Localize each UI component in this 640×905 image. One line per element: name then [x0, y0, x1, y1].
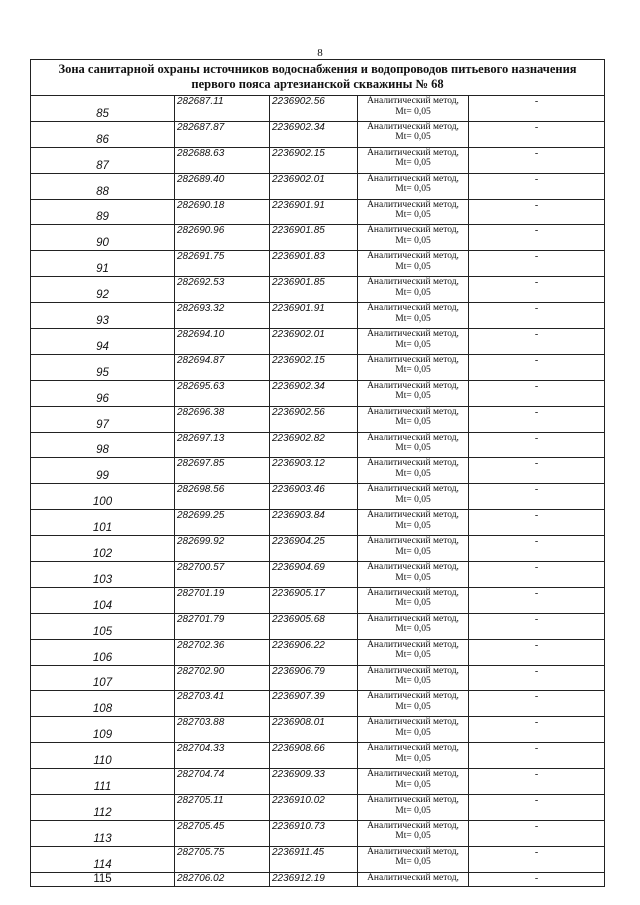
error-cell: - — [469, 510, 605, 536]
table-row — [31, 510, 605, 536]
method-text: Аналитический метод, — [367, 613, 459, 624]
method-cell — [358, 432, 469, 458]
method-cell — [358, 303, 469, 329]
coordinate-x: 282699.25 — [175, 510, 270, 536]
method-cell — [358, 613, 469, 639]
method-cell — [358, 717, 469, 743]
coordinate-x: 282687.87 — [175, 121, 270, 147]
table-row — [31, 225, 605, 251]
method-cell — [358, 536, 469, 562]
error-cell: - — [469, 872, 605, 886]
coordinate-y: 2236903.84 — [270, 510, 358, 536]
error-cell: - — [469, 795, 605, 821]
coordinate-y: 2236905.68 — [270, 613, 358, 639]
coordinate-y: 2236910.73 — [270, 820, 358, 846]
table-row — [31, 665, 605, 691]
coordinate-x: 282697.85 — [175, 458, 270, 484]
table-row — [31, 691, 605, 717]
method-text: Аналитический метод, — [367, 484, 459, 495]
table-row — [31, 587, 605, 613]
method-text: Аналитический метод, — [367, 691, 459, 702]
coordinate-x: 282695.63 — [175, 380, 270, 406]
accuracy-text: Mt= 0,05 — [395, 261, 431, 272]
method-text: Аналитический метод, — [367, 665, 459, 676]
coordinate-y: 2236908.01 — [270, 717, 358, 743]
accuracy-text: Mt= 0,05 — [395, 727, 431, 738]
coordinate-x: 282700.57 — [175, 562, 270, 588]
method-cell — [358, 510, 469, 536]
accuracy-text: Mt= 0,05 — [395, 106, 431, 117]
coordinate-y: 2236907.39 — [270, 691, 358, 717]
coordinate-x: 282694.87 — [175, 354, 270, 380]
error-cell: - — [469, 484, 605, 510]
table-row — [31, 872, 605, 886]
method-text: Аналитический метод, — [367, 846, 459, 857]
method-text: Аналитический метод, — [367, 329, 459, 340]
point-number: 93 — [31, 303, 175, 329]
method-cell — [358, 121, 469, 147]
coordinate-x: 282704.74 — [175, 769, 270, 795]
table-body — [31, 60, 605, 887]
point-number: 90 — [31, 225, 175, 251]
coordinate-y: 2236904.25 — [270, 536, 358, 562]
method-text: Аналитический метод, — [367, 536, 459, 547]
coordinate-x: 282703.41 — [175, 691, 270, 717]
coordinate-x: 282687.11 — [175, 96, 270, 122]
method-cell — [358, 251, 469, 277]
error-cell: - — [469, 406, 605, 432]
error-cell: - — [469, 717, 605, 743]
method-cell — [358, 225, 469, 251]
method-text: Аналитический метод, — [367, 769, 459, 780]
coordinate-x: 282689.40 — [175, 173, 270, 199]
coordinate-x: 282699.92 — [175, 536, 270, 562]
method-text: Аналитический метод, — [367, 820, 459, 831]
accuracy-text: Mt= 0,05 — [395, 805, 431, 816]
method-cell — [358, 795, 469, 821]
method-text: Аналитический метод, — [367, 380, 459, 391]
coordinate-x: 282705.75 — [175, 846, 270, 872]
method-cell — [358, 147, 469, 173]
table-row — [31, 458, 605, 484]
point-number: 91 — [31, 251, 175, 277]
method-cell — [358, 743, 469, 769]
coordinate-y: 2236905.17 — [270, 587, 358, 613]
accuracy-text: Mt= 0,05 — [395, 468, 431, 479]
method-cell — [358, 587, 469, 613]
error-cell: - — [469, 820, 605, 846]
method-text: Аналитический метод, — [367, 743, 459, 754]
point-number: 115 — [31, 872, 175, 886]
error-cell: - — [469, 380, 605, 406]
method-cell — [358, 277, 469, 303]
table-row — [31, 820, 605, 846]
error-cell: - — [469, 251, 605, 277]
table-row — [31, 406, 605, 432]
method-text: Аналитический метод, — [367, 587, 459, 598]
coordinate-y: 2236902.15 — [270, 354, 358, 380]
page-number: 8 — [317, 47, 323, 59]
table-row — [31, 354, 605, 380]
accuracy-text: Mt= 0,05 — [395, 572, 431, 583]
coordinate-x: 282705.45 — [175, 820, 270, 846]
coordinate-y: 2236912.19 — [270, 872, 358, 886]
error-cell: - — [469, 769, 605, 795]
point-number: 92 — [31, 277, 175, 303]
method-cell — [358, 665, 469, 691]
coordinate-y: 2236901.85 — [270, 225, 358, 251]
table-title-line-1: Зона санитарной охраны источников водоснабжения и водопроводов питьевого назначения — [58, 62, 577, 76]
table-row — [31, 769, 605, 795]
coordinate-x: 282694.10 — [175, 329, 270, 355]
method-cell — [358, 199, 469, 225]
accuracy-text: Mt= 0,05 — [395, 831, 431, 842]
accuracy-text: Mt= 0,05 — [395, 443, 431, 454]
table-row — [31, 484, 605, 510]
coordinate-y: 2236902.34 — [270, 380, 358, 406]
coordinate-y: 2236902.34 — [270, 121, 358, 147]
method-text: Аналитический метод, — [367, 432, 459, 443]
table-row — [31, 846, 605, 872]
accuracy-text: Mt= 0,05 — [395, 365, 431, 376]
method-text: Аналитический метод, — [367, 121, 459, 132]
coordinate-y: 2236901.83 — [270, 251, 358, 277]
error-cell: - — [469, 303, 605, 329]
accuracy-text: Mt= 0,05 — [395, 417, 431, 428]
accuracy-text: Mt= 0,05 — [395, 210, 431, 221]
accuracy-text: Mt= 0,05 — [395, 624, 431, 635]
accuracy-text: Mt= 0,05 — [395, 857, 431, 868]
accuracy-text: Mt= 0,05 — [395, 753, 431, 764]
error-cell: - — [469, 587, 605, 613]
error-cell: - — [469, 329, 605, 355]
point-number: 89 — [31, 199, 175, 225]
point-number: 112 — [31, 795, 175, 821]
error-cell: - — [469, 613, 605, 639]
accuracy-text: Mt= 0,05 — [395, 779, 431, 790]
method-text: Аналитический метод, — [367, 639, 459, 650]
point-number: 95 — [31, 354, 175, 380]
coordinate-x: 282693.32 — [175, 303, 270, 329]
point-number: 100 — [31, 484, 175, 510]
method-cell — [358, 639, 469, 665]
error-cell: - — [469, 173, 605, 199]
coordinate-x: 282691.75 — [175, 251, 270, 277]
coordinate-y: 2236902.01 — [270, 329, 358, 355]
method-cell — [358, 769, 469, 795]
table-row — [31, 536, 605, 562]
point-number: 97 — [31, 406, 175, 432]
table-row — [31, 380, 605, 406]
method-text: Аналитический метод, — [367, 277, 459, 288]
coordinate-y: 2236909.33 — [270, 769, 358, 795]
coordinate-y: 2236902.56 — [270, 406, 358, 432]
method-text: Аналитический метод, — [367, 147, 459, 158]
method-cell — [358, 484, 469, 510]
method-cell — [358, 329, 469, 355]
method-text: Аналитический метод, — [367, 510, 459, 521]
method-cell — [358, 562, 469, 588]
method-text: Аналитический метод, — [367, 96, 459, 106]
point-number: 86 — [31, 121, 175, 147]
method-text: Аналитический метод, — [367, 562, 459, 573]
coordinate-x: 282690.96 — [175, 225, 270, 251]
method-cell — [358, 846, 469, 872]
coordinate-y: 2236901.91 — [270, 303, 358, 329]
point-number: 99 — [31, 458, 175, 484]
coordinate-x: 282706.02 — [175, 872, 270, 886]
method-text: Аналитический метод, — [367, 225, 459, 236]
table-row — [31, 303, 605, 329]
error-cell: - — [469, 639, 605, 665]
method-cell — [358, 691, 469, 717]
point-number: 96 — [31, 380, 175, 406]
coordinate-x: 282702.90 — [175, 665, 270, 691]
coordinate-x: 282702.36 — [175, 639, 270, 665]
error-cell: - — [469, 121, 605, 147]
coordinate-y: 2236901.91 — [270, 199, 358, 225]
coordinate-y: 2236902.15 — [270, 147, 358, 173]
accuracy-text: Mt= 0,05 — [395, 520, 431, 531]
coordinate-y: 2236901.85 — [270, 277, 358, 303]
point-number: 110 — [31, 743, 175, 769]
method-cell — [358, 458, 469, 484]
accuracy-text: Mt= 0,05 — [395, 650, 431, 661]
table-row — [31, 277, 605, 303]
table-title-row — [31, 60, 605, 96]
accuracy-text: Mt= 0,05 — [395, 391, 431, 402]
error-cell: - — [469, 536, 605, 562]
error-cell: - — [469, 846, 605, 872]
error-cell: - — [469, 665, 605, 691]
coordinate-x: 282698.56 — [175, 484, 270, 510]
method-cell — [358, 173, 469, 199]
coordinate-y: 2236904.69 — [270, 562, 358, 588]
method-text: Аналитический метод, — [367, 795, 459, 806]
coordinate-y: 2236903.12 — [270, 458, 358, 484]
coordinate-x: 282704.33 — [175, 743, 270, 769]
method-text: Аналитический метод, — [367, 251, 459, 262]
method-text: Аналитический метод, — [367, 406, 459, 417]
method-text: Аналитический метод, — [367, 717, 459, 728]
accuracy-text: Mt= 0,05 — [395, 313, 431, 324]
error-cell: - — [469, 199, 605, 225]
table-row — [31, 639, 605, 665]
method-text: Аналитический метод, — [367, 303, 459, 314]
error-cell: - — [469, 147, 605, 173]
point-number: 87 — [31, 147, 175, 173]
error-cell: - — [469, 458, 605, 484]
method-text: Аналитический метод, — [367, 173, 459, 184]
error-cell: - — [469, 277, 605, 303]
table-row — [31, 795, 605, 821]
method-cell — [358, 96, 469, 122]
method-text: Аналитический метод, — [367, 354, 459, 365]
table-row — [31, 251, 605, 277]
error-cell: - — [469, 562, 605, 588]
accuracy-text: Mt= 0,05 — [395, 339, 431, 350]
point-number: 94 — [31, 329, 175, 355]
coordinate-y: 2236911.45 — [270, 846, 358, 872]
coordinate-x: 282703.88 — [175, 717, 270, 743]
point-number: 109 — [31, 717, 175, 743]
point-number: 111 — [31, 769, 175, 795]
accuracy-text: Mt= 0,05 — [395, 132, 431, 143]
coordinate-x: 282697.13 — [175, 432, 270, 458]
coordinate-x: 282688.63 — [175, 147, 270, 173]
coordinate-y: 2236910.02 — [270, 795, 358, 821]
coordinate-y: 2236906.22 — [270, 639, 358, 665]
error-cell: - — [469, 743, 605, 769]
accuracy-text: Mt= 0,05 — [395, 494, 431, 505]
coordinate-x: 282701.19 — [175, 587, 270, 613]
coordinate-y: 2236902.01 — [270, 173, 358, 199]
point-number: 114 — [31, 846, 175, 872]
accuracy-text: Mt= 0,05 — [395, 701, 431, 712]
table-row — [31, 173, 605, 199]
accuracy-text: Mt= 0,05 — [395, 287, 431, 298]
accuracy-text: Mt= 0,05 — [395, 676, 431, 687]
accuracy-text: Mt= 0,05 — [395, 598, 431, 609]
coordinate-x: 282690.18 — [175, 199, 270, 225]
coordinate-y: 2236908.66 — [270, 743, 358, 769]
accuracy-text: Mt= 0,05 — [395, 546, 431, 557]
point-number: 104 — [31, 587, 175, 613]
table-title-line-2: первого пояса артезианской скважины № 68 — [191, 77, 444, 91]
coordinates-table — [30, 59, 605, 887]
point-number: 103 — [31, 562, 175, 588]
method-cell — [358, 380, 469, 406]
method-cell — [358, 406, 469, 432]
table-row — [31, 613, 605, 639]
coordinate-x: 282692.53 — [175, 277, 270, 303]
point-number: 101 — [31, 510, 175, 536]
coordinate-x: 282696.38 — [175, 406, 270, 432]
coordinate-y: 2236903.46 — [270, 484, 358, 510]
point-number: 88 — [31, 173, 175, 199]
point-number: 113 — [31, 820, 175, 846]
point-number: 85 — [31, 96, 175, 122]
coordinate-y: 2236902.56 — [270, 96, 358, 122]
error-cell: - — [469, 354, 605, 380]
coordinate-x: 282701.79 — [175, 613, 270, 639]
table-row — [31, 432, 605, 458]
error-cell: - — [469, 691, 605, 717]
method-text: Аналитический метод, — [367, 458, 459, 469]
table-row — [31, 96, 605, 122]
method-cell — [358, 354, 469, 380]
coordinate-y: 2236902.82 — [270, 432, 358, 458]
table-row — [31, 329, 605, 355]
accuracy-text: Mt= 0,05 — [395, 158, 431, 169]
table-row — [31, 199, 605, 225]
error-cell: - — [469, 432, 605, 458]
method-cell — [358, 872, 469, 886]
table-row — [31, 121, 605, 147]
method-text: Аналитический метод, — [367, 872, 459, 883]
table-title — [31, 60, 605, 96]
error-cell: - — [469, 96, 605, 122]
error-cell: - — [469, 225, 605, 251]
table-row — [31, 743, 605, 769]
point-number: 98 — [31, 432, 175, 458]
point-number: 106 — [31, 639, 175, 665]
table-row — [31, 717, 605, 743]
point-number: 102 — [31, 536, 175, 562]
accuracy-text: Mt= 0,05 — [395, 184, 431, 195]
point-number: 108 — [31, 691, 175, 717]
accuracy-text: Mt= 0,05 — [395, 235, 431, 246]
coordinate-y: 2236906.79 — [270, 665, 358, 691]
table-row — [31, 562, 605, 588]
table-row — [31, 147, 605, 173]
method-cell — [358, 820, 469, 846]
point-number: 105 — [31, 613, 175, 639]
coordinate-x: 282705.11 — [175, 795, 270, 821]
method-text: Аналитический метод, — [367, 199, 459, 210]
point-number: 107 — [31, 665, 175, 691]
